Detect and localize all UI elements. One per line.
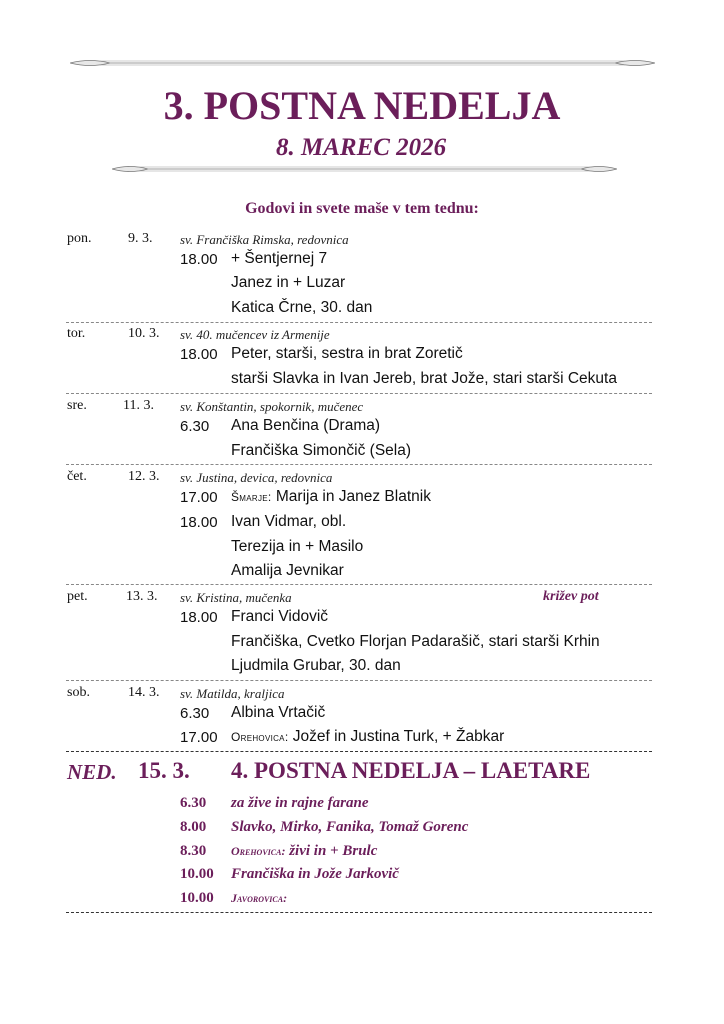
mass-time: 10.00 — [180, 890, 214, 906]
mass-intention: Ana Benčina (Drama) — [231, 417, 381, 434]
mass-time: 6.30 — [180, 705, 210, 722]
mass-time: 6.30 — [180, 418, 210, 435]
day-date: 13. 3. — [126, 589, 158, 604]
sunday-date: 15. 3. — [138, 758, 190, 783]
mass-time: 10.00 — [180, 866, 214, 882]
mass-time: 18.00 — [180, 514, 218, 531]
mass-intention — [231, 728, 504, 746]
day-separator — [66, 322, 652, 323]
mass-time: 18.00 — [180, 609, 218, 626]
mass-intention: Franci Vidovič — [231, 608, 329, 625]
mass-intention: + Šentjernej 7 — [231, 250, 328, 267]
day-separator — [66, 464, 652, 465]
mass-place: Šmarje: — [231, 490, 272, 504]
day-name: sre. — [67, 398, 87, 413]
mass-intention: Amalija Jevnikar — [231, 562, 344, 579]
mass-intention: za žive in rajne farane — [231, 795, 369, 811]
bottom-separator — [66, 912, 652, 913]
sunday-title: 4. POSTNA NEDELJA – LAETARE — [231, 758, 591, 783]
top-ornament — [70, 56, 655, 70]
page-title: 3. POSTNA NEDELJA — [163, 83, 561, 128]
section-subtitle: Godovi in svete maše v tem tednu: — [245, 200, 479, 217]
day-separator — [66, 584, 652, 585]
saint-name: sv. Kristina, mučenka — [180, 590, 292, 605]
mass-time: 18.00 — [180, 251, 218, 268]
mass-intention: Terezija in + Masilo — [231, 538, 364, 555]
saint-name: sv. 40. mučencev iz Armenije — [180, 327, 330, 342]
mass-intention: Slavko, Mirko, Fanika, Tomaž Gorenc — [231, 819, 469, 835]
mass-intention — [231, 488, 431, 506]
mass-time: 17.00 — [180, 729, 218, 746]
mass-intention: Katica Črne, 30. dan — [231, 299, 373, 316]
mass-intention: Janez in + Luzar — [231, 274, 346, 291]
saint-name: sv. Matilda, kraljica — [180, 686, 285, 701]
day-date: 10. 3. — [128, 326, 160, 341]
sunday-day-name: NED. — [67, 760, 117, 784]
day-date: 12. 3. — [128, 469, 160, 484]
mass-time: 8.30 — [180, 843, 207, 859]
mass-intention-text: živi in + Brulc — [289, 843, 378, 859]
mass-time: 18.00 — [180, 346, 218, 363]
mass-time: 6.30 — [180, 795, 207, 811]
day-name: čet. — [67, 469, 87, 484]
mass-intention: Frančiška in Jože Jarkovič — [231, 866, 399, 882]
mass-intention: Frančiška Simončič (Sela) — [231, 442, 412, 459]
saint-name: sv. Frančiška Rimska, redovnica — [180, 232, 349, 247]
mass-place: Orehovica: — [231, 844, 286, 858]
day-date: 9. 3. — [128, 231, 153, 246]
day-name: pon. — [67, 231, 92, 246]
page-date: 8. MAREC 2026 — [276, 134, 447, 161]
mass-intention: starši Slavka in Ivan Jereb, brat Jože, stari starši Cekuta — [231, 370, 617, 387]
saint-name: sv. Justina, devica, redovnica — [180, 470, 333, 485]
event-note: križev pot — [543, 589, 599, 604]
mass-intention: Ljudmila Grubar, 30. dan — [231, 657, 401, 674]
day-separator — [66, 393, 652, 394]
saint-name: sv. Konštantin, spokornik, mučenec — [180, 399, 364, 414]
mass-intention — [231, 843, 377, 860]
day-name: pet. — [67, 589, 88, 604]
day-separator — [66, 751, 652, 752]
mass-intention — [231, 890, 287, 907]
bottom-ornament — [112, 162, 617, 176]
mass-intention-text: Marija in Janez Blatnik — [275, 488, 431, 505]
day-separator — [66, 680, 652, 681]
mass-place: Javorovica: — [231, 891, 288, 905]
mass-intention-text: Jožef in Justina Turk, + Žabkar — [292, 728, 505, 745]
mass-time: 17.00 — [180, 489, 218, 506]
mass-intention: Albina Vrtačič — [231, 704, 326, 721]
day-name: tor. — [67, 326, 86, 341]
mass-intention: Frančiška, Cvetko Florjan Padarašič, stari starši Krhin — [231, 633, 600, 650]
day-date: 14. 3. — [128, 685, 160, 700]
day-name: sob. — [67, 685, 90, 700]
day-date: 11. 3. — [123, 398, 154, 413]
mass-intention: Ivan Vidmar, obl. — [231, 513, 347, 530]
mass-time: 8.00 — [180, 819, 207, 835]
mass-place: Orehovica: — [231, 730, 289, 744]
mass-intention: Peter, starši, sestra in brat Zoretič — [231, 345, 463, 362]
